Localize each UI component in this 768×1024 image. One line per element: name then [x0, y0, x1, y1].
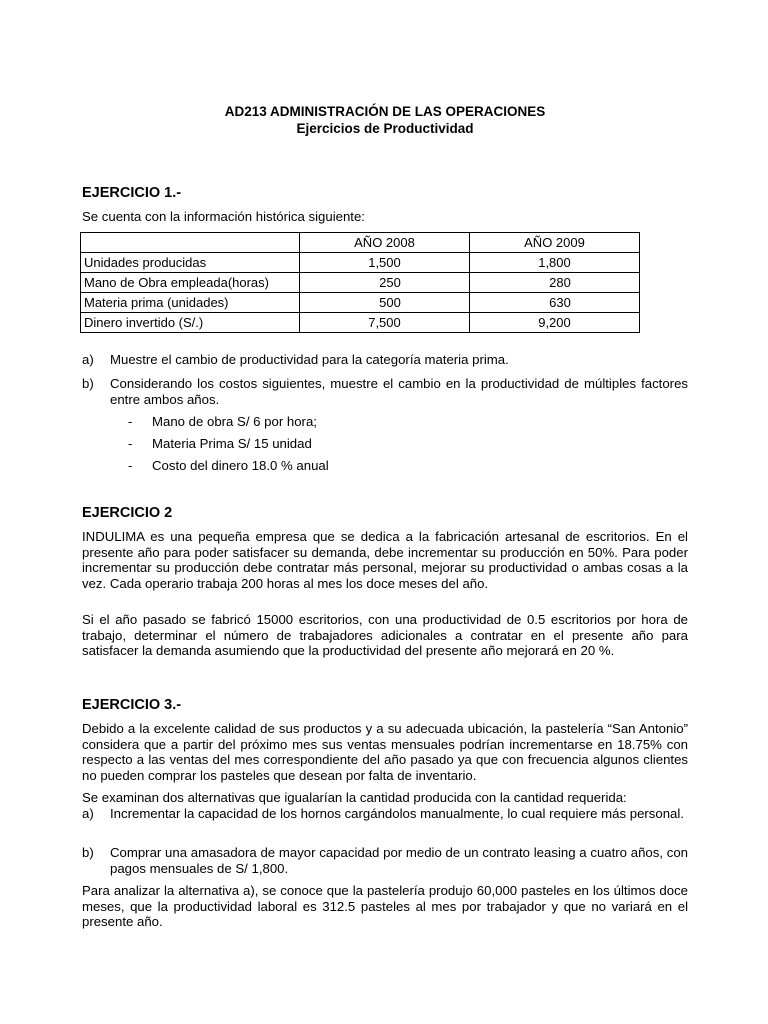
table-row [81, 253, 640, 273]
table-header-cell [81, 233, 300, 253]
exercise-2-paragraph: INDULIMA es una pequeña empresa que se dedica a la fabricación artesanal de escritorios. En el presente año para poder satisfacer su demanda, debe incrementar su producción en 50%. Para poder incrementar su producción debe contratar más personal, mejorar su productividad o ambas cosas a la vez. Cada operario trabaja 200 horas al mes los doce meses del año. [82, 529, 688, 591]
table-row [81, 273, 640, 293]
cost-text: Materia Prima S/ 15 unidad [152, 436, 312, 451]
table-header-row [81, 233, 640, 253]
exercise-2-paragraph: Si el año pasado se fabricó 15000 escritorios, con una productividad de 0.5 escritorios por hora de trabajo, determinar el número de trabajadores adicionales a contratar en el presente año para satisfacer la demanda asumiendo que la productividad del presente año mejorará en 20 %. [82, 612, 688, 658]
table-cell: Unidades producidas [81, 253, 300, 273]
table-cell: 9,200 [470, 313, 640, 333]
item-marker: b) [82, 845, 94, 860]
exercise-3-paragraph: Para analizar la alternativa a), se conoce que la pastelería produjo 60,000 pasteles en los últimos doce meses, que la productividad laboral es 312.5 pasteles al mes por trabajador y que no variará en el presente año. [82, 883, 688, 929]
table-header-cell: AÑO 2008 [300, 233, 470, 253]
table-cell: 1,500 [300, 253, 470, 273]
table-row [81, 313, 640, 333]
item-marker: a) [82, 806, 94, 821]
cost-text: Costo del dinero 18.0 % anual [152, 458, 329, 473]
table-cell: 280 [470, 273, 640, 293]
cost-text: Mano de obra S/ 6 por hora; [152, 414, 317, 429]
exercise-3-heading: EJERCICIO 3.- [82, 697, 182, 713]
table-row [81, 293, 640, 313]
exercise-3-paragraph: Debido a la excelente calidad de sus productos y a su adecuada ubicación, la pastelería “San Antonio” considera que a partir del próximo mes sus ventas mensuales podrían incrementarse en 18.75% con respecto a las ventas del mes correspondiente del año pasado ya que con frecuencia algunos clientes no pueden comprar los pasteles que desean por falta de inventario. [82, 721, 688, 783]
document-subtitle: Ejercicios de Productividad [296, 121, 474, 136]
exercise-3-paragraph: Se examinan dos alternativas que igualarían la cantidad producida con la cantidad requerida: [82, 790, 627, 805]
table-cell: Dinero invertido (S/.) [81, 313, 300, 333]
item-marker: a) [82, 352, 94, 367]
dash-marker: - [128, 458, 133, 473]
table-cell: 1,800 [470, 253, 640, 273]
table-cell: 500 [300, 293, 470, 313]
exercise-2-heading: EJERCICIO 2 [82, 505, 173, 521]
item-text: Comprar una amasadora de mayor capacidad por medio de un contrato leasing a cuatro años, con pagos mensuales de S/ 1,800. [110, 845, 688, 876]
table-cell: 250 [300, 273, 470, 293]
table-cell: 7,500 [300, 313, 470, 333]
dash-marker: - [128, 414, 133, 429]
table-cell: 630 [470, 293, 640, 313]
table-cell: Materia prima (unidades) [81, 293, 300, 313]
item-text: Considerando los costos siguientes, muestre el cambio en la productividad de múltiples factores entre ambos años. [110, 376, 688, 407]
table-header-cell: AÑO 2009 [470, 233, 640, 253]
exercise-1-heading: EJERCICIO 1.- [82, 185, 182, 201]
item-text: Muestre el cambio de productividad para la categoría materia prima. [110, 352, 509, 367]
item-marker: b) [82, 376, 94, 391]
course-title: AD213 ADMINISTRACIÓN DE LAS OPERACIONES [224, 104, 546, 119]
dash-marker: - [128, 436, 133, 451]
item-text: Incrementar la capacidad de los hornos cargándolos manualmente, lo cual requiere más personal. [110, 806, 684, 821]
table-cell: Mano de Obra empleada(horas) [81, 273, 300, 293]
historical-data-table [80, 232, 640, 333]
exercise-1-intro: Se cuenta con la información histórica siguiente: [82, 209, 365, 224]
